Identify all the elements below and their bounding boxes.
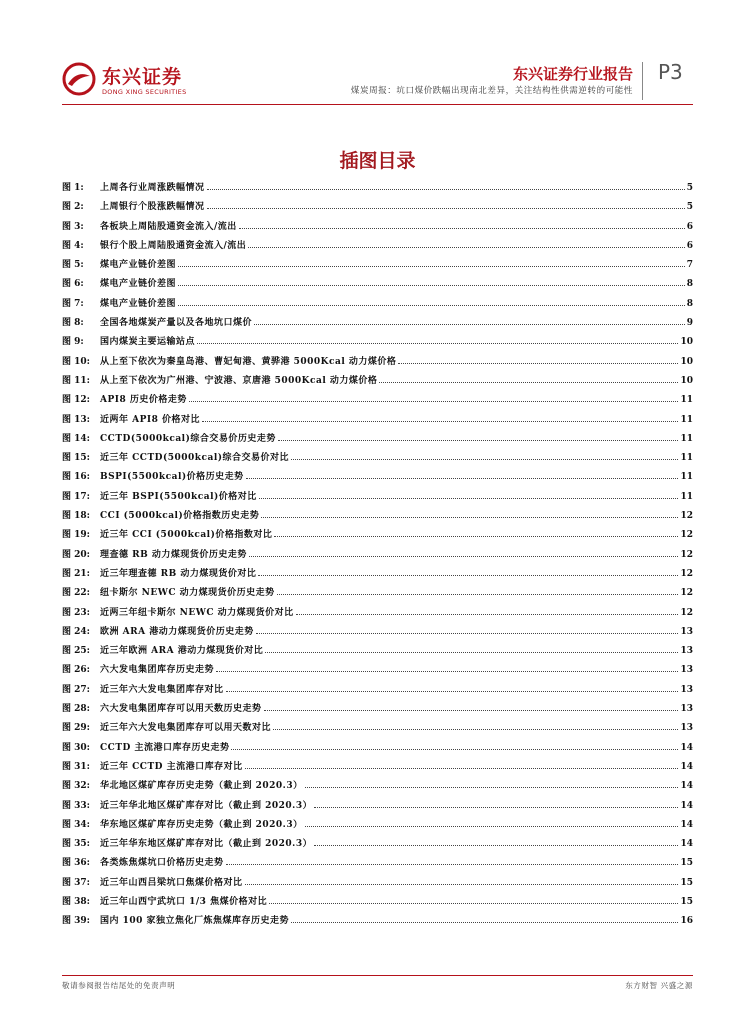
toc-figure-title[interactable]: 近三年 CCTD(5000kcal)综合交易价对比	[100, 453, 289, 464]
toc-figure-number: 图 6:	[62, 279, 84, 290]
toc-page-number: 14	[680, 819, 693, 830]
toc-leader-dots	[249, 548, 679, 557]
toc-page-number: 11	[680, 491, 693, 502]
toc-figure-number: 图 10:	[62, 356, 90, 367]
report-subtitle: 煤炭周报：坑口煤价跌幅出现南北差异，关注结构性供需逆转的可能性	[350, 86, 633, 96]
toc-line	[100, 508, 693, 521]
footer-slogan: 东方财智 兴盛之源	[625, 981, 693, 990]
toc-figure-title[interactable]: CCI (5000kcal)价格指数历史走势	[100, 511, 260, 522]
toc-line	[100, 585, 693, 598]
toc-page-number: 14	[680, 839, 693, 850]
toc-figure-number: 图 13:	[62, 414, 90, 425]
toc-page-number: 13	[680, 684, 693, 695]
toc-line	[100, 855, 693, 868]
toc-figure-number: 图 16:	[62, 472, 90, 483]
toc-figure-number: 图 31:	[62, 761, 90, 772]
toc-entry[interactable]	[62, 292, 693, 311]
toc-leader-dots	[239, 220, 685, 229]
toc-page-number: 11	[680, 472, 693, 483]
toc-figure-title[interactable]: 近三年欧洲 ARA 港动力煤现货价对比	[100, 646, 264, 657]
footer-disclaimer: 敬请参阅报告结尾处的免责声明	[62, 981, 176, 990]
toc-leader-dots	[258, 567, 678, 576]
toc-figure-title[interactable]: 纽卡斯尔 NEWC 动力煤现货价历史走势	[100, 588, 275, 599]
toc-leader-dots	[274, 528, 678, 537]
toc-entry[interactable]	[62, 543, 693, 562]
toc-figure-number: 图 35:	[62, 839, 90, 850]
toc-entry[interactable]	[62, 716, 693, 735]
toc-figure-title[interactable]: 银行个股上周陆股通资金流入/流出	[100, 240, 247, 251]
toc-leader-dots	[216, 663, 678, 672]
toc-figure-number: 图 39:	[62, 916, 90, 927]
toc-page-number: 6	[686, 221, 693, 232]
toc-figure-number: 图 26:	[62, 665, 90, 676]
toc-figure-title[interactable]: 全国各地煤炭产量以及各地坑口煤价	[100, 318, 253, 329]
toc-figure-number: 图 28:	[62, 704, 90, 715]
toc-entry[interactable]	[62, 195, 693, 214]
toc-figure-title[interactable]: CCTD(5000kcal)综合交易价历史走势	[100, 433, 276, 444]
toc-entry[interactable]	[62, 408, 693, 427]
toc-figure-title[interactable]: 华北地区煤矿库存历史走势（截止到 2020.3）	[100, 781, 303, 792]
toc-entry[interactable]	[62, 832, 693, 851]
toc-figure-number: 图 15:	[62, 453, 90, 464]
report-brand: 东兴证券行业报告	[512, 65, 633, 83]
toc-figure-title[interactable]: 近三年 CCI (5000kcal)价格指数对比	[100, 530, 273, 541]
toc-leader-dots	[264, 702, 679, 711]
toc-figure-title[interactable]: 欧洲 ARA 港动力煤现货价历史走势	[100, 626, 254, 637]
toc-figure-number: 图 29:	[62, 723, 90, 734]
toc-entry[interactable]	[62, 639, 693, 658]
toc-line	[100, 180, 693, 193]
toc-leader-dots	[245, 760, 679, 769]
toc-entry[interactable]	[62, 658, 693, 677]
toc-leader-dots	[269, 895, 678, 904]
toc-figure-title[interactable]: 从上至下依次为秦皇岛港、曹妃甸港、黄骅港 5000Kcal 动力煤价格	[100, 356, 397, 367]
toc-leader-dots	[305, 779, 679, 788]
toc-line	[100, 412, 693, 425]
toc-leader-dots	[178, 297, 685, 306]
toc-line	[100, 276, 693, 289]
toc-entry[interactable]	[62, 871, 693, 890]
toc-leader-dots	[265, 644, 678, 653]
toc-figure-number: 图 14:	[62, 433, 90, 444]
toc-figure-title[interactable]: 国内煤炭主要运输站点	[100, 337, 196, 348]
toc-figure-title[interactable]: 近三年华东地区煤矿库存对比（截止到 2020.3）	[100, 839, 313, 850]
toc-leader-dots	[305, 818, 679, 827]
toc-page-number: 13	[680, 704, 693, 715]
toc-page-number: 14	[680, 800, 693, 811]
toc-page-number: 7	[686, 260, 693, 271]
logo-emblem-icon	[62, 62, 96, 96]
toc-leader-dots	[314, 837, 678, 846]
toc-page-number: 12	[680, 588, 693, 599]
toc-entry[interactable]	[62, 523, 693, 542]
toc-figure-number: 图 4:	[62, 240, 84, 251]
toc-line	[100, 875, 693, 888]
toc-entry[interactable]	[62, 311, 693, 330]
toc-entry[interactable]	[62, 350, 693, 369]
toc-leader-dots	[256, 625, 679, 634]
toc-figure-title[interactable]: 理查德 RB 动力煤现货价历史走势	[100, 549, 247, 560]
toc-entry[interactable]	[62, 620, 693, 639]
toc-figure-title[interactable]: 近两三年纽卡斯尔 NEWC 动力煤现货价对比	[100, 607, 294, 618]
toc-figure-number: 图 30:	[62, 742, 90, 753]
toc-figure-number: 图 9:	[62, 337, 84, 348]
toc-line	[100, 720, 693, 733]
toc-line	[100, 836, 693, 849]
toc-page-number: 14	[680, 761, 693, 772]
toc-figure-title[interactable]: 近三年六大发电集团库存可以用天数对比	[100, 723, 272, 734]
toc-page-number: 12	[680, 549, 693, 560]
toc-leader-dots	[296, 606, 679, 615]
logo-english-name: DONG XING SECURITIES	[102, 88, 187, 96]
toc-figure-number: 图 20:	[62, 549, 90, 560]
toc-entry[interactable]	[62, 851, 693, 870]
toc-leader-dots	[261, 509, 678, 518]
toc-line	[100, 450, 693, 463]
toc-figure-number: 图 27:	[62, 684, 90, 695]
toc-page-number: 5	[686, 183, 693, 193]
toc-line	[100, 219, 693, 232]
toc-page-number: 11	[680, 395, 693, 406]
toc-page-number: 8	[686, 279, 693, 290]
toc-entry[interactable]	[62, 330, 693, 349]
toc-page-number: 15	[680, 877, 693, 888]
toc-entry[interactable]	[62, 427, 693, 446]
toc-page-number: 8	[686, 298, 693, 309]
toc-page-number: 10	[680, 337, 693, 348]
toc-line	[100, 759, 693, 772]
toc-entry[interactable]	[62, 272, 693, 291]
toc-leader-dots	[202, 413, 678, 422]
toc-figure-title[interactable]: 近三年华北地区煤矿库存对比（截止到 2020.3）	[100, 800, 313, 811]
toc-page-number: 16	[680, 916, 693, 927]
toc-leader-dots	[226, 856, 679, 865]
toc-figure-title[interactable]: BSPI(5500kcal)价格历史走势	[100, 472, 244, 483]
toc-line	[100, 373, 693, 386]
toc-entry[interactable]	[62, 465, 693, 484]
toc-figure-title[interactable]: 上周银行个股涨跌幅情况	[100, 202, 205, 213]
toc-line	[100, 798, 693, 811]
toc-page-number: 9	[686, 318, 693, 329]
toc-entry[interactable]	[62, 774, 693, 793]
toc-line	[100, 643, 693, 656]
toc-figure-title[interactable]: 六大发电集团库存历史走势	[100, 665, 215, 676]
toc-entry[interactable]	[62, 697, 693, 716]
toc-leader-dots	[291, 914, 678, 923]
toc-line	[100, 662, 693, 675]
toc-entry[interactable]	[62, 755, 693, 774]
toc-leader-dots	[291, 451, 678, 460]
toc-leader-dots	[277, 586, 679, 595]
company-logo	[62, 60, 192, 100]
toc-leader-dots	[379, 374, 678, 383]
toc-line	[100, 527, 693, 540]
toc-figure-title[interactable]: 上周各行业周涨跌幅情况	[100, 183, 205, 193]
toc-figure-title[interactable]: 近三年山西宁武坑口 1/3 焦煤价格对比	[100, 896, 268, 907]
toc-figure-number: 图 22:	[62, 588, 90, 599]
toc-figure-title[interactable]: 近三年 BSPI(5500kcal)价格对比	[100, 491, 257, 502]
toc-entry[interactable]	[62, 369, 693, 388]
toc-leader-dots	[189, 393, 679, 402]
toc-entry[interactable]	[62, 794, 693, 813]
header-rule	[62, 104, 693, 105]
toc-line	[100, 682, 693, 695]
toc-figure-title[interactable]: 从上至下依次为广州港、宁波港、京唐港 5000Kcal 动力煤价格	[100, 375, 378, 386]
toc-figure-title[interactable]: 煤电产业链价差图	[100, 279, 177, 290]
toc-line	[100, 469, 693, 482]
toc-line	[100, 547, 693, 560]
toc-entry[interactable]	[62, 176, 693, 195]
toc-entry[interactable]	[62, 813, 693, 832]
toc-entry[interactable]	[62, 890, 693, 909]
toc-line	[100, 257, 693, 270]
toc-page-number: 13	[680, 646, 693, 657]
toc-page-number: 11	[680, 414, 693, 425]
page-title: 插图目录	[339, 150, 416, 172]
toc-line	[100, 778, 693, 791]
toc-figure-title[interactable]: CCTD 主流港口库存历史走势	[100, 742, 230, 753]
toc-page-number: 15	[680, 896, 693, 907]
toc-line	[100, 199, 693, 212]
toc-leader-dots	[178, 277, 685, 286]
figure-toc-list	[62, 176, 693, 929]
toc-entry[interactable]	[62, 581, 693, 600]
toc-page-number: 13	[680, 723, 693, 734]
toc-figure-title[interactable]: 各板块上周陆股通资金流入/流出	[100, 221, 237, 232]
toc-page-number: 11	[680, 453, 693, 464]
toc-figure-number: 图 1:	[62, 183, 84, 193]
toc-figure-title[interactable]: 近三年理查德 RB 动力煤现货价对比	[100, 568, 257, 579]
toc-figure-title[interactable]: 各类炼焦煤坑口价格历史走势	[100, 858, 224, 869]
page-number: P3	[658, 60, 683, 84]
toc-leader-dots	[226, 683, 679, 692]
toc-entry[interactable]	[62, 562, 693, 581]
toc-leader-dots	[246, 470, 679, 479]
toc-leader-dots	[314, 799, 678, 808]
toc-page-number: 6	[686, 240, 693, 251]
toc-page-number: 12	[680, 530, 693, 541]
toc-leader-dots	[254, 316, 685, 325]
toc-line	[100, 701, 693, 714]
toc-entry[interactable]	[62, 504, 693, 523]
toc-line	[100, 489, 693, 502]
toc-entry[interactable]	[62, 253, 693, 272]
toc-figure-title[interactable]: 近两年 API8 价格对比	[100, 414, 200, 425]
toc-page-number: 15	[680, 858, 693, 869]
toc-figure-number: 图 5:	[62, 260, 84, 271]
toc-figure-title[interactable]: 近三年六大发电集团库存对比	[100, 684, 224, 695]
toc-line	[100, 817, 693, 830]
toc-figure-number: 图 19:	[62, 530, 90, 541]
toc-leader-dots	[278, 432, 679, 441]
toc-figure-title[interactable]: API8 历史价格走势	[100, 395, 187, 406]
toc-entry[interactable]	[62, 736, 693, 755]
toc-figure-number: 图 21:	[62, 568, 90, 579]
toc-page-number: 5	[686, 202, 693, 213]
toc-figure-title[interactable]: 近三年 CCTD 主流港口库存对比	[100, 761, 243, 772]
toc-figure-number: 图 2:	[62, 202, 84, 213]
toc-figure-number: 图 11:	[62, 375, 90, 386]
toc-figure-number: 图 23:	[62, 607, 90, 618]
toc-line	[100, 431, 693, 444]
toc-figure-number: 图 18:	[62, 511, 90, 522]
toc-page-number: 13	[680, 665, 693, 676]
toc-line	[100, 334, 693, 347]
toc-page-number: 13	[680, 626, 693, 637]
toc-line	[100, 392, 693, 405]
toc-line	[100, 566, 693, 579]
toc-leader-dots	[259, 490, 679, 499]
logo-chinese-name: 东兴证券	[102, 66, 183, 88]
toc-leader-dots	[197, 335, 678, 344]
toc-figure-number: 图 3:	[62, 221, 84, 232]
toc-figure-title[interactable]: 煤电产业链价差图	[100, 298, 177, 309]
toc-line	[100, 605, 693, 618]
toc-entry[interactable]	[62, 215, 693, 234]
toc-figure-number: 图 17:	[62, 491, 90, 502]
toc-figure-number: 图 32:	[62, 781, 90, 792]
toc-page-number: 12	[680, 607, 693, 618]
toc-page-number: 10	[680, 356, 693, 367]
toc-entry[interactable]	[62, 601, 693, 620]
footer-rule	[62, 975, 693, 976]
toc-leader-dots	[231, 741, 678, 750]
toc-entry[interactable]	[62, 234, 693, 253]
toc-figure-title[interactable]: 国内 100 家独立焦化厂炼焦煤库存历史走势	[100, 916, 290, 927]
toc-figure-number: 图 8:	[62, 318, 84, 329]
toc-figure-number: 图 37:	[62, 877, 90, 888]
toc-page-number: 12	[680, 511, 693, 522]
toc-figure-number: 图 24:	[62, 626, 90, 637]
toc-leader-dots	[245, 876, 679, 885]
toc-figure-title[interactable]: 华东地区煤矿库存历史走势（截止到 2020.3）	[100, 819, 303, 830]
toc-line	[100, 238, 693, 251]
toc-figure-number: 图 12:	[62, 395, 90, 406]
toc-entry[interactable]	[62, 909, 693, 928]
toc-line	[100, 354, 693, 367]
toc-leader-dots	[178, 258, 685, 267]
toc-line	[100, 913, 693, 926]
toc-figure-title[interactable]: 六大发电集团库存可以用天数历史走势	[100, 704, 262, 715]
toc-figure-number: 图 7:	[62, 298, 84, 309]
toc-leader-dots	[207, 200, 685, 209]
page-header	[0, 0, 755, 110]
toc-line	[100, 740, 693, 753]
toc-entry[interactable]	[62, 485, 693, 504]
header-divider	[642, 62, 643, 100]
toc-figure-number: 图 34:	[62, 819, 90, 830]
toc-line	[100, 624, 693, 637]
toc-figure-title[interactable]: 煤电产业链价差图	[100, 260, 177, 271]
toc-entry[interactable]	[62, 446, 693, 465]
toc-line	[100, 296, 693, 309]
toc-line	[100, 315, 693, 328]
toc-page-number: 11	[680, 433, 693, 444]
toc-figure-number: 图 33:	[62, 800, 90, 811]
toc-page-number: 12	[680, 568, 693, 579]
toc-page-number: 10	[680, 375, 693, 386]
toc-figure-number: 图 38:	[62, 896, 90, 907]
toc-leader-dots	[207, 181, 685, 190]
toc-entry[interactable]	[62, 678, 693, 697]
toc-figure-number: 图 25:	[62, 646, 90, 657]
toc-page-number: 14	[680, 781, 693, 792]
toc-figure-number: 图 36:	[62, 858, 90, 869]
toc-page-number: 14	[680, 742, 693, 753]
toc-entry[interactable]	[62, 388, 693, 407]
toc-leader-dots	[248, 239, 684, 248]
toc-leader-dots	[398, 355, 678, 364]
toc-figure-title[interactable]: 近三年山西吕梁坑口焦煤价格对比	[100, 877, 243, 888]
toc-leader-dots	[273, 721, 678, 730]
toc-line	[100, 894, 693, 907]
